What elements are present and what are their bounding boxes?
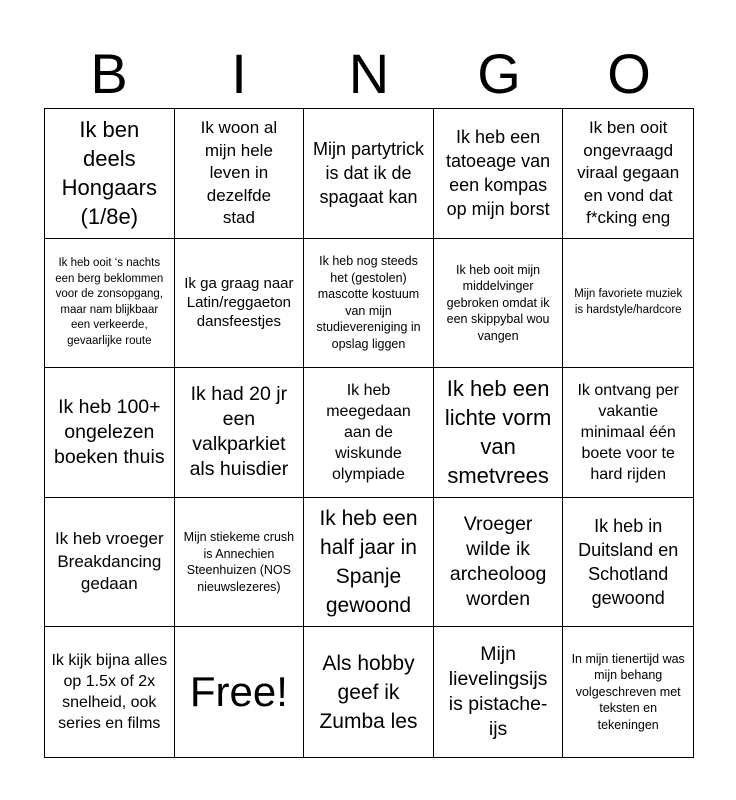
cell-text: Ik had 20 jr een valkparkiet als huisdier [189, 383, 289, 481]
bingo-card [44, 108, 694, 758]
cell-text: Ik heb nog steeds het (gestolen) mascotte kostuum van mijn studievereniging in opslag liggen [316, 254, 421, 351]
bingo-cell-14[interactable] [434, 368, 564, 498]
bingo-header [44, 40, 694, 108]
cell-text: Ik ben ooit ongevraagd viraal gegaan en vond dat f*cking eng [577, 118, 680, 228]
header-letter-n: N [348, 42, 390, 105]
bingo-cell-13[interactable] [304, 368, 434, 498]
header-letter-o: O [607, 42, 651, 105]
cell-text: Ik heb een tatoeage van een kompas op mijn borst [446, 127, 551, 220]
bingo-cell-7[interactable] [175, 239, 305, 369]
bingo-cell-4[interactable] [434, 109, 564, 239]
cell-text: Mijn partytrick is dat ik de spagaat kan [312, 139, 424, 208]
bingo-cell-9[interactable] [434, 239, 564, 369]
cell-text: Ik heb vroeger Breakdancing gedaan [54, 529, 164, 594]
cell-text: Als hobby geef ik Zumba les [319, 651, 418, 733]
header-letter-b: B [90, 42, 128, 105]
bingo-cell-11[interactable] [45, 368, 175, 498]
cell-text: Ik heb ooit mijn middelvinger gebroken omdat ik een skippybal wou vangen [446, 262, 550, 343]
cell-text: Mijn lievelingsijs is pistache-ijs [448, 643, 548, 741]
cell-text: Ik heb 100+ ongelezen boeken thuis [54, 395, 165, 468]
cell-text: Vroeger wilde ik archeoloog worden [449, 513, 547, 611]
cell-text: Ik heb ooit ‘s nachts een berg beklommen voor de zonsopgang, maar nam blijkbaar een verkeerde, gevaarlijke route [55, 257, 164, 347]
bingo-cell-3[interactable] [304, 109, 434, 239]
bingo-cell-25[interactable] [563, 627, 693, 757]
cell-text: Mijn favoriete muziek is hardstyle/hardcore [574, 288, 683, 316]
bingo-cell-18[interactable] [304, 498, 434, 628]
cell-text: Ik woon al mijn hele leven in dezelfde stad [200, 118, 278, 228]
cell-text: Ik kijk bijna alles op 1.5x of 2x snelheid, ook series en films [51, 652, 168, 733]
bingo-cell-17[interactable] [175, 498, 305, 628]
cell-text: Mijn stiekeme crush is Annechien Steenhuizen (NOS nieuwslezeres) [183, 530, 295, 594]
cell-text: Ik ben deels Hongaars (1/8e) [61, 117, 157, 230]
bingo-cell-10[interactable] [563, 239, 693, 369]
bingo-cell-15[interactable] [563, 368, 693, 498]
bingo-cell-21[interactable] [45, 627, 175, 757]
cell-text: Ik heb meegedaan aan de wiskunde olympiade [326, 381, 411, 483]
cell-text: In mijn tienertijd was mijn behang volgeschreven met teksten en tekeningen [571, 651, 685, 732]
cell-text: Ik ontvang per vakantie minimaal één boete voor te hard rijden [577, 381, 679, 483]
cell-text: Ik heb een half jaar in Spanje gewoond [319, 507, 418, 618]
bingo-cell-19[interactable] [434, 498, 564, 628]
cell-text: Ik heb in Duitsland en Schotland gewoond [578, 516, 679, 609]
bingo-cell-5[interactable] [563, 109, 693, 239]
bingo-cell-1[interactable] [45, 109, 175, 239]
header-letter-i: I [231, 42, 247, 105]
bingo-cell-free[interactable] [175, 627, 305, 757]
bingo-cell-12[interactable] [175, 368, 305, 498]
bingo-cell-23[interactable] [304, 627, 434, 757]
header-letter-g: G [477, 42, 521, 105]
bingo-cell-8[interactable] [304, 239, 434, 369]
bingo-cell-20[interactable] [563, 498, 693, 628]
free-space-text: Free! [189, 668, 288, 716]
cell-text: Ik heb een lichte vorm van smetvrees [444, 376, 552, 489]
bingo-cell-2[interactable] [175, 109, 305, 239]
cell-text: Ik ga graag naar Latin/reggaeton dansfeestjes [184, 275, 294, 331]
bingo-cell-16[interactable] [45, 498, 175, 628]
bingo-cell-24[interactable] [434, 627, 564, 757]
bingo-cell-6[interactable] [45, 239, 175, 369]
